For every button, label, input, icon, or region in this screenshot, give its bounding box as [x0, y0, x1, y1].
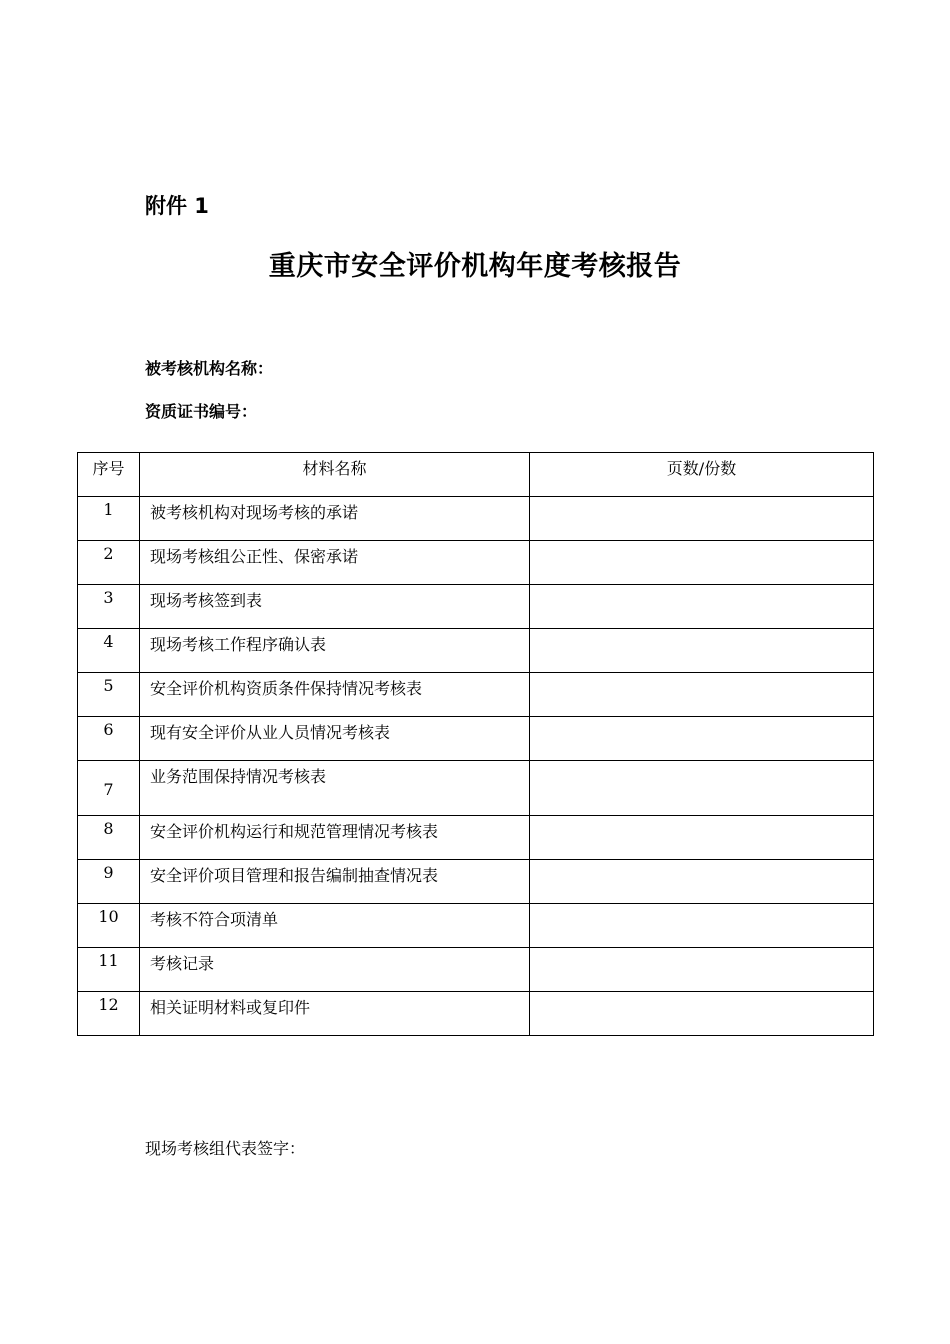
table-row — [78, 904, 874, 948]
row-pages — [530, 948, 874, 992]
row-pages — [530, 717, 874, 761]
table-row — [78, 629, 874, 673]
row-name: 安全评价机构运行和规范管理情况考核表 — [140, 816, 530, 860]
row-name: 被考核机构对现场考核的承诺 — [140, 497, 530, 541]
header-pages: 页数/份数 — [530, 453, 874, 497]
row-no: 3 — [78, 585, 140, 629]
row-name: 安全评价机构资质条件保持情况考核表 — [140, 673, 530, 717]
signature-label: 现场考核组代表签字： — [145, 1139, 306, 1158]
row-name: 相关证明材料或复印件 — [140, 992, 530, 1036]
row-no: 7 — [78, 761, 140, 816]
row-no: 10 — [78, 904, 140, 948]
row-name: 考核不符合项清单 — [140, 904, 530, 948]
row-name: 业务范围保持情况考核表 — [140, 761, 530, 816]
table-header-row — [78, 453, 874, 497]
row-no: 5 — [78, 673, 140, 717]
row-no: 11 — [78, 948, 140, 992]
row-pages — [530, 673, 874, 717]
table-row — [78, 717, 874, 761]
attachment-label: 附件 1 — [145, 194, 209, 218]
table-row — [78, 992, 874, 1036]
row-pages — [530, 816, 874, 860]
cert-no-label: 资质证书编号： — [145, 402, 258, 421]
header-name: 材料名称 — [140, 453, 530, 497]
row-name: 安全评价项目管理和报告编制抽查情况表 — [140, 860, 530, 904]
org-name-label: 被考核机构名称： — [145, 359, 274, 378]
table-row — [78, 816, 874, 860]
row-pages — [530, 585, 874, 629]
row-pages — [530, 629, 874, 673]
row-no: 2 — [78, 541, 140, 585]
row-no: 1 — [78, 497, 140, 541]
table-row — [78, 497, 874, 541]
table-row — [78, 860, 874, 904]
table-row — [78, 585, 874, 629]
row-name: 现场考核组公正性、保密承诺 — [140, 541, 530, 585]
row-name: 现场考核工作程序确认表 — [140, 629, 530, 673]
row-pages — [530, 992, 874, 1036]
row-pages — [530, 541, 874, 585]
table-row — [78, 761, 874, 816]
row-no: 6 — [78, 717, 140, 761]
materials-table — [77, 452, 874, 1036]
row-name: 考核记录 — [140, 948, 530, 992]
table-row — [78, 948, 874, 992]
row-pages — [530, 860, 874, 904]
header-no: 序号 — [78, 453, 140, 497]
row-pages — [530, 904, 874, 948]
row-no: 4 — [78, 629, 140, 673]
row-no: 8 — [78, 816, 140, 860]
row-name: 现有安全评价从业人员情况考核表 — [140, 717, 530, 761]
page-title: 重庆市安全评价机构年度考核报告 — [268, 251, 682, 282]
row-no: 12 — [78, 992, 140, 1036]
row-name: 现场考核签到表 — [140, 585, 530, 629]
row-pages — [530, 761, 874, 816]
row-pages — [530, 497, 874, 541]
table-row — [78, 673, 874, 717]
row-no: 9 — [78, 860, 140, 904]
table-row — [78, 541, 874, 585]
